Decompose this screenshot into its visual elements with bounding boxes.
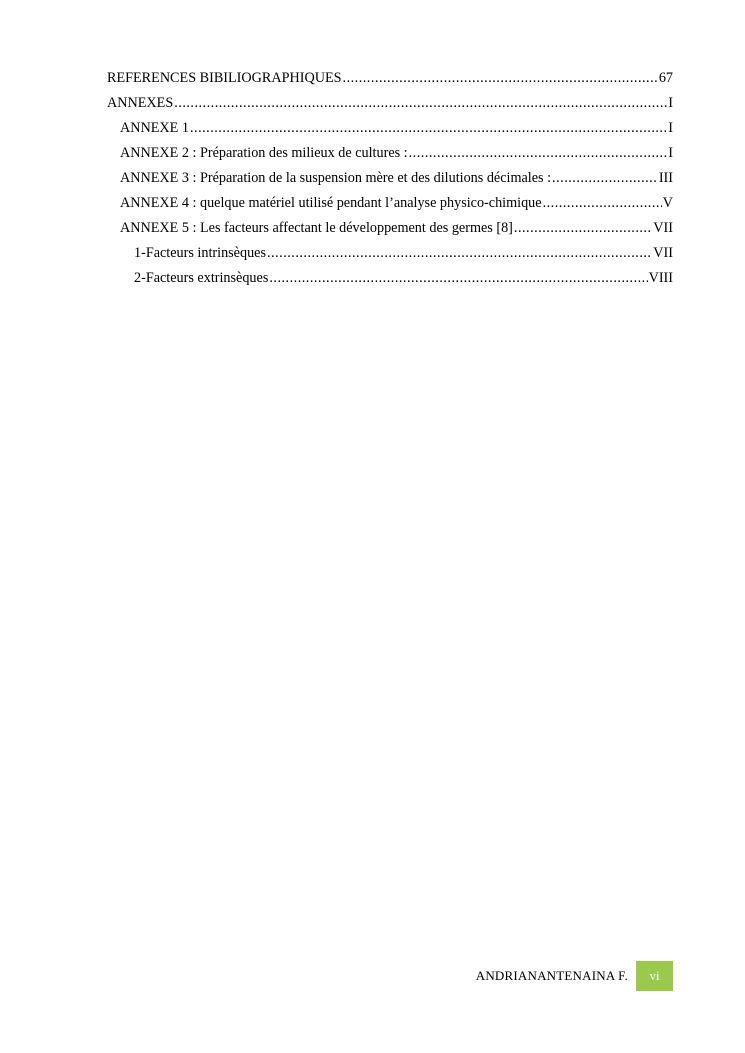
toc-entry-page: VII (653, 220, 673, 236)
toc-leader-dots (552, 169, 658, 187)
toc-entry-facteurs-intrinseques[interactable] (107, 244, 673, 269)
toc-entry-title: 1-Facteurs intrinsèques (134, 245, 266, 261)
toc-entry-title: 2-Facteurs extrinsèques (134, 270, 269, 286)
toc-entry-references[interactable] (107, 69, 673, 94)
toc-leader-dots (190, 119, 667, 137)
toc-leader-dots (267, 244, 652, 262)
toc-entry-title: ANNEXE 5 : Les facteurs affectant le développement des germes [8] (120, 220, 513, 236)
toc-entry-annexes[interactable] (107, 94, 673, 119)
toc-entry-annexe-5[interactable] (107, 219, 673, 244)
toc-entry-page: III (658, 170, 673, 186)
toc-entry-page: I (668, 95, 673, 111)
toc-leader-dots (514, 219, 652, 237)
toc-leader-dots (543, 194, 662, 212)
toc-entry-annexe-3[interactable] (107, 169, 673, 194)
toc-entry-page: VIII (648, 270, 673, 286)
toc-leader-dots (269, 269, 647, 287)
toc-entry-annexe-2[interactable] (107, 144, 673, 169)
toc-entry-facteurs-extrinseques[interactable] (107, 269, 673, 294)
toc-entry-page: I (668, 145, 673, 161)
toc-leader-dots (409, 144, 668, 162)
toc-entry-title: REFERENCES BIBILIOGRAPHIQUES (107, 70, 342, 86)
toc-leader-dots (343, 69, 658, 87)
toc-entry-title: ANNEXE 1 (120, 120, 189, 136)
toc-entry-page: V (662, 195, 673, 211)
table-of-contents (107, 69, 673, 294)
toc-leader-dots (174, 94, 667, 112)
footer-author: ANDRIANANTENAINA F. (475, 968, 628, 983)
toc-entry-annexe-1[interactable] (107, 119, 673, 144)
toc-entry-title: ANNEXE 2 : Préparation des milieux de cultures : (120, 145, 408, 161)
toc-entry-page: VII (653, 245, 673, 261)
toc-entry-annexe-4[interactable] (107, 194, 673, 219)
toc-entry-title: ANNEXES (107, 95, 174, 111)
page-footer (476, 961, 673, 991)
toc-entry-page: I (668, 120, 673, 136)
toc-entry-title: ANNEXE 4 : quelque matériel utilisé pendant l’analyse physico-chimique (120, 195, 542, 211)
toc-entry-title: ANNEXE 3 : Préparation de la suspension mère et des dilutions décimales : (120, 170, 552, 186)
toc-entry-page: 67 (658, 70, 673, 86)
footer-page-number: vi (636, 961, 673, 991)
